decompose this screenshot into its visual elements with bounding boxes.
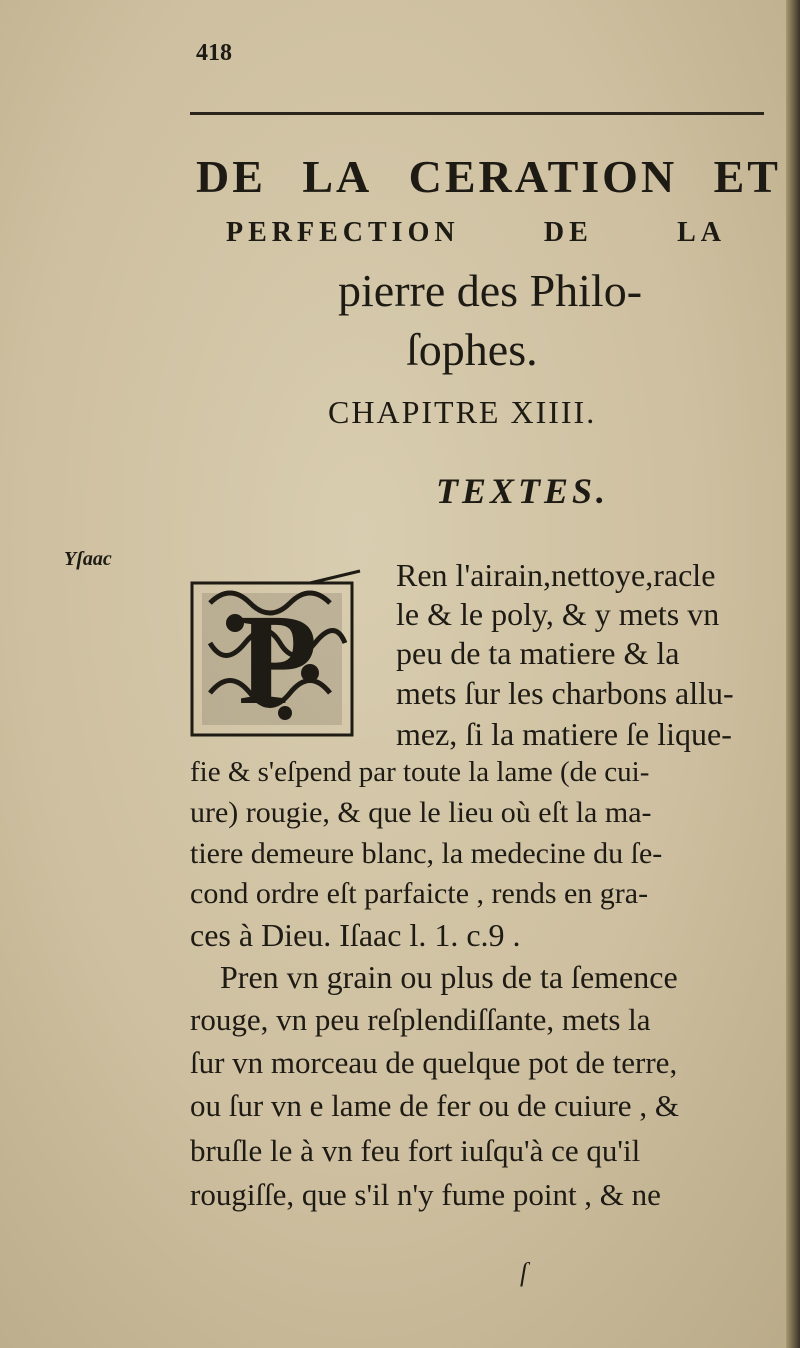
section-heading: TEXTES. [436, 471, 610, 511]
initial-letter: P [238, 588, 318, 732]
decorated-initial-icon [190, 563, 370, 743]
title-word: CERATION [408, 151, 678, 202]
text-line: ces à Dieu. Iſaac l. 1. c.9 . [190, 917, 521, 953]
text-line: peu de ta matiere & la [396, 635, 680, 671]
text-line: ſur vn morceau de quelque pot de terre, [190, 1045, 678, 1080]
text-line: mets ſur les charbons allu- [396, 675, 734, 711]
margin-note: Yſaac [64, 548, 112, 570]
page-number: 418 [196, 40, 232, 66]
text-line: fie & s'eſpend par toute la lame (de cui- [190, 756, 650, 788]
header-rule [190, 112, 764, 115]
title-word: ET [713, 151, 781, 202]
text-line: Ren l'airain,nettoye,racle [396, 557, 716, 593]
title-word: DE [196, 151, 266, 202]
text-line: tiere demeure blanc, la medecine du ſe- [190, 837, 663, 870]
text-line: ou ſur vn e lame de fer ou de cuiure , & [190, 1088, 679, 1123]
catchword-mark: ſ [520, 1258, 528, 1287]
title-word: DE [543, 217, 593, 248]
chapter-title-line-2 [226, 217, 726, 249]
text-line: cond ordre eſt parfaicte , rends en gra- [190, 877, 649, 910]
title-word: LA [302, 151, 373, 202]
chapter-heading: CHAPITRE XIIII. [328, 394, 597, 430]
chapter-title-line-3: pierre des Philo- [338, 265, 643, 316]
text-line: mez, ſi la matiere ſe lique- [396, 716, 732, 752]
text-line: rougiſſe, que s'il n'y fume point , & ne [190, 1177, 661, 1212]
page-gutter-shadow [786, 0, 800, 1348]
text-line: ure) rougie, & que le lieu où eſt la ma- [190, 796, 652, 829]
title-word: LA [677, 217, 726, 248]
title-word: PERFECTION [226, 217, 460, 248]
chapter-title-line-4: ſophes. [406, 324, 538, 375]
chapter-title-line-1 [196, 150, 781, 203]
text-line: le & le poly, & y mets vn [396, 596, 720, 632]
text-line: rouge, vn peu reſplendiſſante, mets la [190, 1002, 651, 1037]
text-line: Pren vn grain ou plus de ta ſemence [220, 959, 678, 995]
text-line: bruſle le à vn feu fort iuſqu'à ce qu'il [190, 1133, 641, 1168]
